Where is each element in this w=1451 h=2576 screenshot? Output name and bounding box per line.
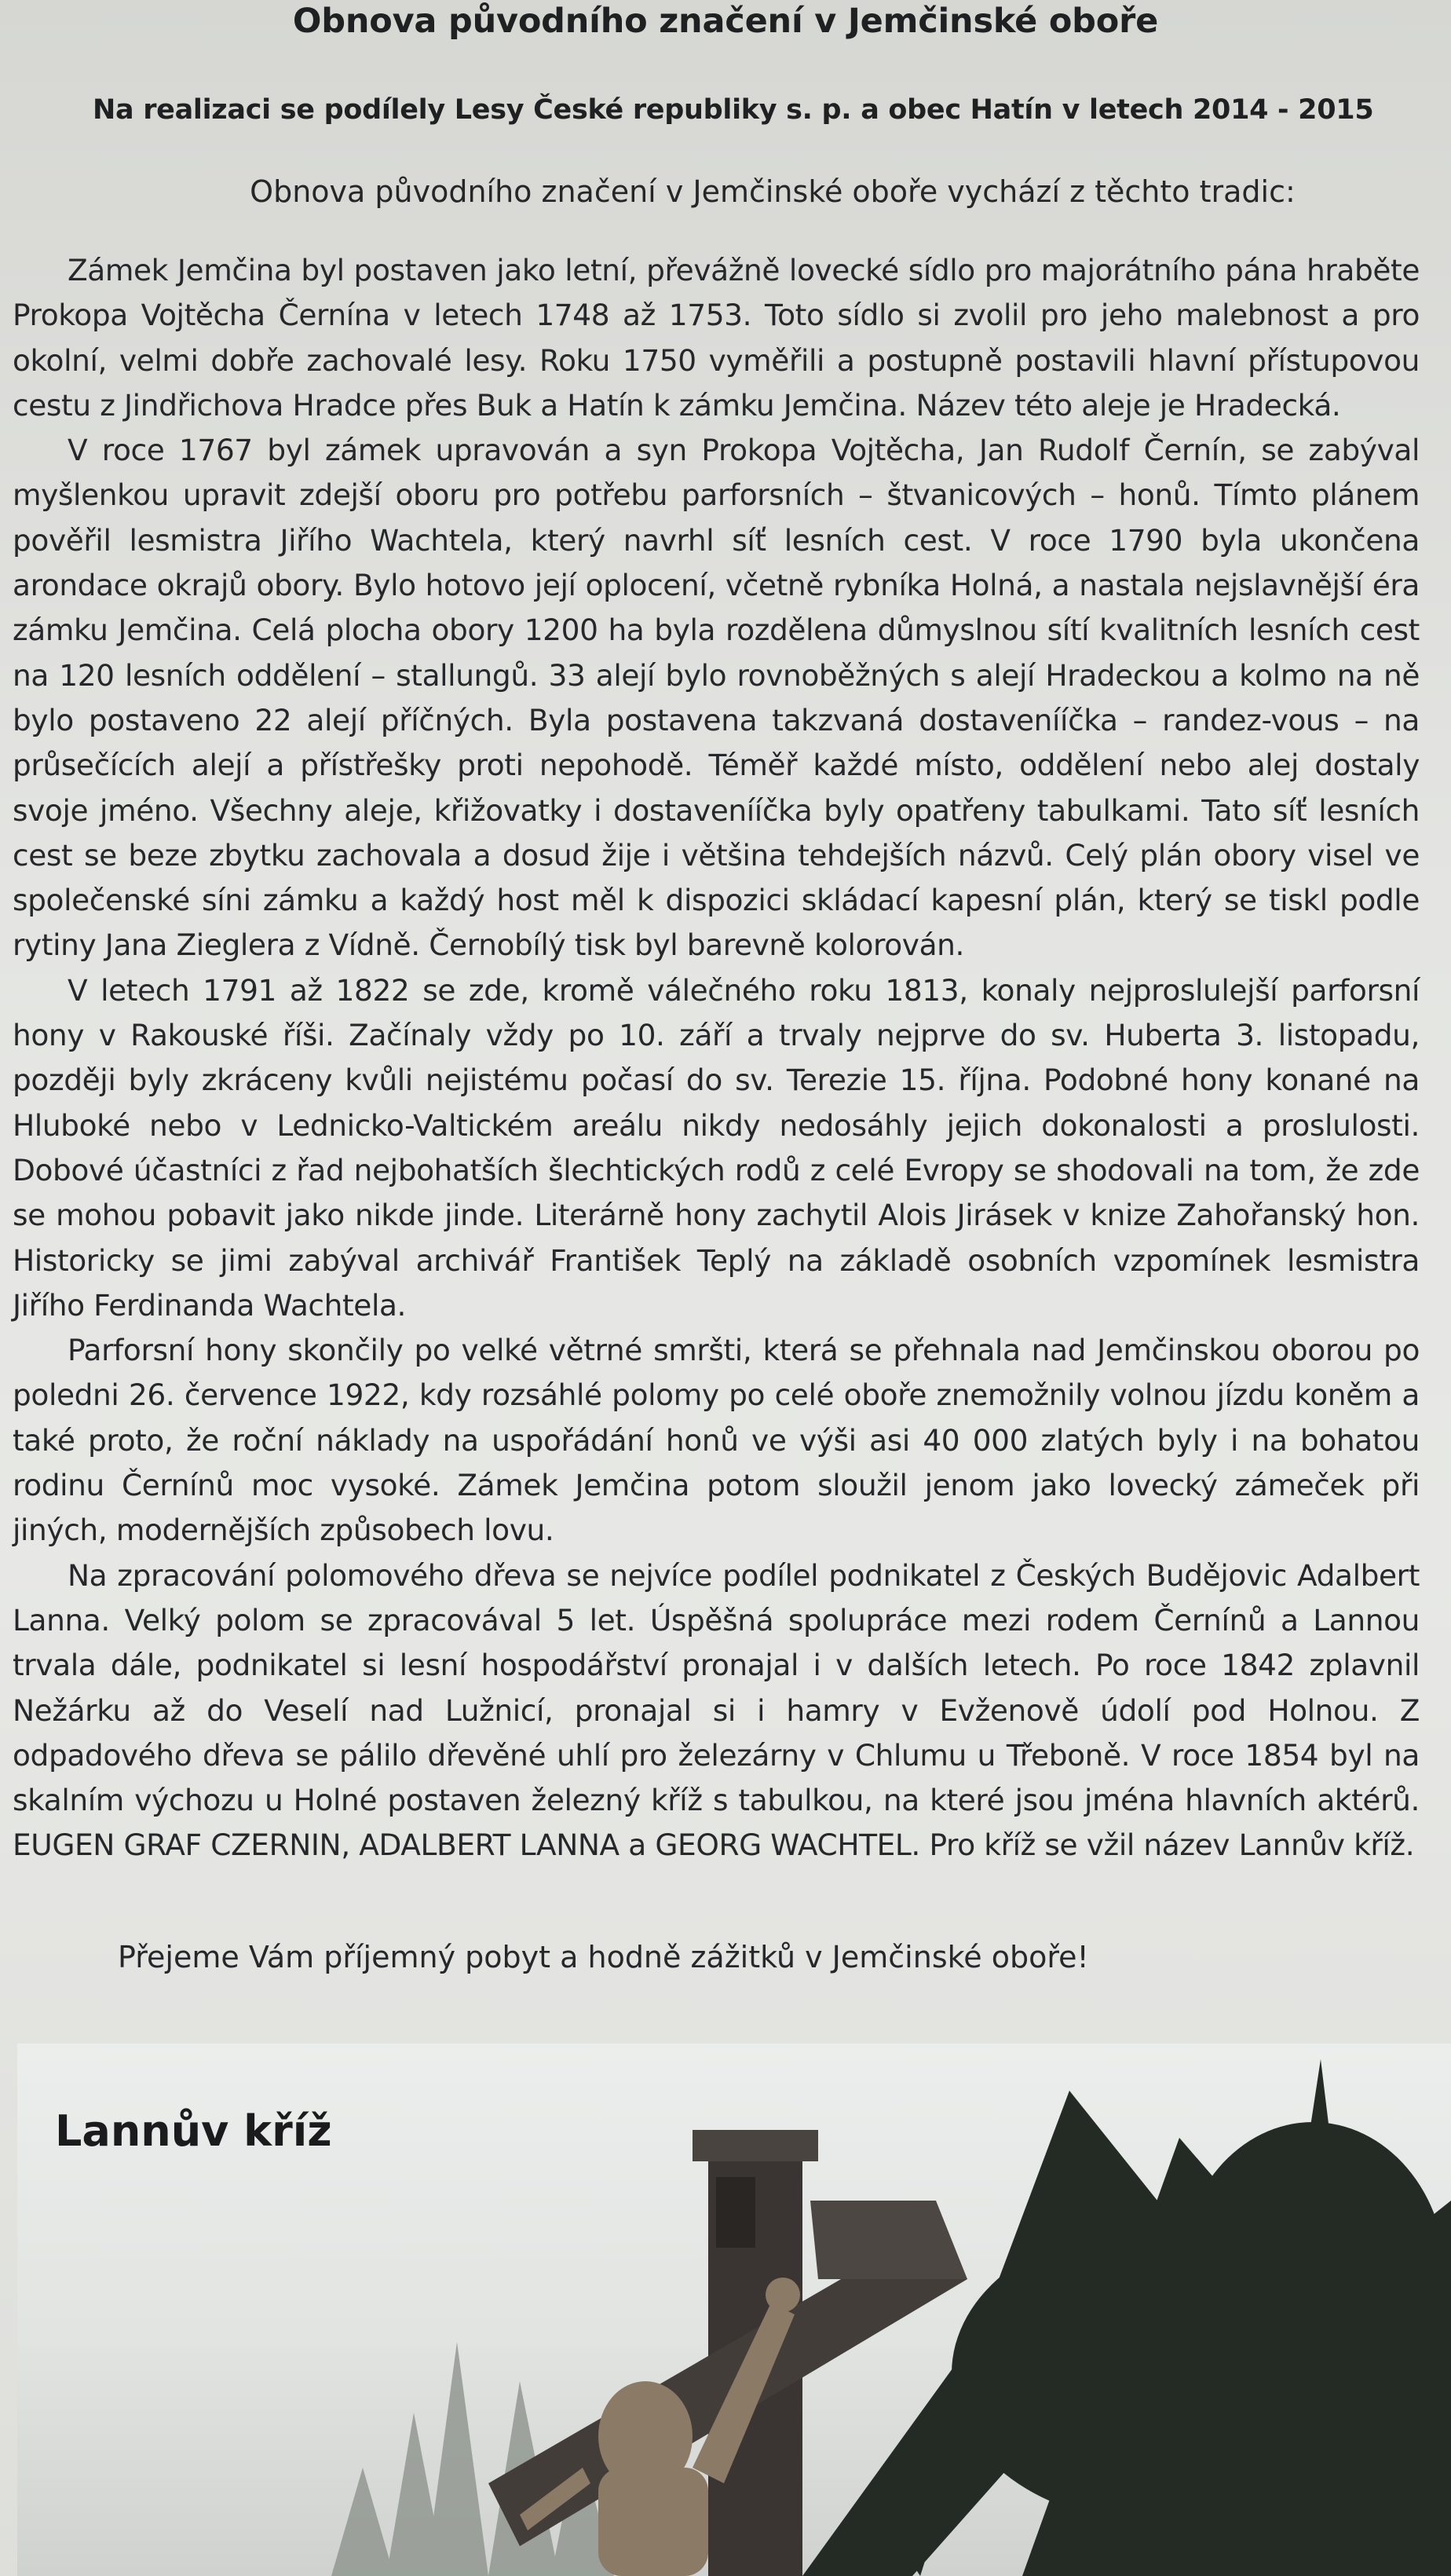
paragraph: V letech 1791 až 1822 se zde, kromě válečného roku 1813, konaly nejproslulejší parforsní hony v Rakouské říši. Začínaly vždy po 10. září a trvaly nejprve do sv. Huberta 3. listopadu, později byly zkráceny kvůli nejistému počasí do sv. Terezie 15. října. Podobné hony konané na Hluboké nebo v Lednicko-Valtickém areálu nikdy nedosáhly jejich dokonalosti a proslulosti. Dobové účastníci z řad nejbohatších šlechtických rodů z celé Evropy se shodovali na tom, že zde se mohou pobavit jako nikde jinde. Literárně hony zachytil Alois Jirásek v knize Zahořanský hon. Historicky se jimi zabýval archivář František Teplý na základě osobních vzpomínek lesmistra Jiřího Ferdinanda Wachtela. bbox=[13, 972, 1420, 1323]
paragraph: V roce 1767 byl zámek upravován a syn Prokopa Vojtěcha, Jan Rudolf Černín, se zabýval myšlenkou upravit zdejší oboru pro potřebu parforsních – štvanicových – honů. Tímto plánem pověřil lesmistra Jiřího Wachtela, který navrhl síť lesních cest. V roce 1790 byla ukončena arondace okrajů obory. Bylo hotovo její oplocení, včetně rybníka Holná, a nastala nejslavnější éra zámku Jemčina. Celá plocha obory 1200 ha byla rozdělena důmyslnou sítí kvalitních lesních cest na 120 lesních oddělení – stallungů. 33 alejí bylo rovnoběžných s alejí Hradeckou a kolmo na ně bylo postaveno 22 alejí příčných. Byla postavena takzvaná dostavenííčka – randez-vous – na průsečících alejí a přístřešky proti nepohodě. Téměř každé místo, oddělení nebo alej dostaly svoje jméno. Všechny aleje, křižovatky i dostavenííčka byly opatřeny tabulkami. Tato síť lesních cest se beze zbytku zachovala a dosud žije i většina tehdejších názvů. Celý plán obory visel ve společenské síni zámku a každý host měl k dispozici skládací kapesní plán, který se tiskl podle rytiny Jana Zieglera z Vídně. Černobílý tisk byl barevně kolorován. bbox=[13, 433, 1420, 963]
photo-caption: Lannův kříž bbox=[55, 2106, 332, 2156]
paragraph: Parforsní hony skončily po velké větrné smršti, která se přehnala nad Jemčinskou oborou po poledni 26. července 1922, kdy rozsáhlé polomy po celé oboře znemožnily volnou jízdu koněm a také proto, že roční náklady na uspořádání honů ve výši asi 40 000 zlatých byly i na bohatou rodinu Černínů moc vysoké. Zámek Jemčina potom sloužil jenom jako lovecký zámeček při jiných, modernějších způsobech lovu. bbox=[13, 1333, 1420, 1548]
document-title: Obnova původního značení v Jemčinské oboře bbox=[292, 2, 1159, 41]
cross-photo bbox=[17, 2044, 1451, 2576]
paragraph: Zámek Jemčina byl postaven jako letní, převážně lovecké sídlo pro majorátního pána hraběte Prokopa Vojtěcha Černína v letech 1748 až 1753. Toto sídlo si zvolil pro jeho malebnost a pro okolní, velmi dobře zachovalé lesy. Roku 1750 vyměřili a postupně postavili hlavní přístupovou cestu z Jindřichova Hradce přes Buk a Hatín k zámku Jemčina. Název této aleje je Hradecká. bbox=[13, 253, 1420, 423]
closing-wish: Přejeme Vám příjemný pobyt a hodně zážitků v Jemčinské oboře! bbox=[118, 1940, 1089, 1974]
body-text bbox=[13, 248, 1420, 1868]
paragraph: Na zpracování polomového dřeva se nejvíce podílel podnikatel z Českých Budějovic Adalbert Lanna. Velký polom se zpracovával 5 let. Úspěšná spolupráce mezi rodem Černínů a Lannou trvala dále, podnikatel si lesní hospodářství pronajal i v dalších letech. Po roce 1842 zplavnil Nežárku až do Veselí nad Lužnicí, pronajal si i hamry v Evženově údolí pod Holnou. Z odpadového dřeva se pálilo dřevěné uhlí pro železárny v Chlumu u Třeboně. V roce 1854 byl na skalním výchozu u Holné postaven železný kříž s tabulkou, na které jsou jména hlavních aktérů. EUGEN GRAF CZERNIN, ADALBERT LANNA a GEORG WACHTEL. Pro kříž se vžil název Lannův kříž. bbox=[13, 1557, 1420, 1863]
intro-line: Obnova původního značení v Jemčinské oboře vychází z těchto tradic: bbox=[250, 174, 1296, 209]
document-subtitle: Na realizaci se podílely Lesy České republiky s. p. a obec Hatín v letech 2014 - 2015 bbox=[93, 94, 1374, 126]
